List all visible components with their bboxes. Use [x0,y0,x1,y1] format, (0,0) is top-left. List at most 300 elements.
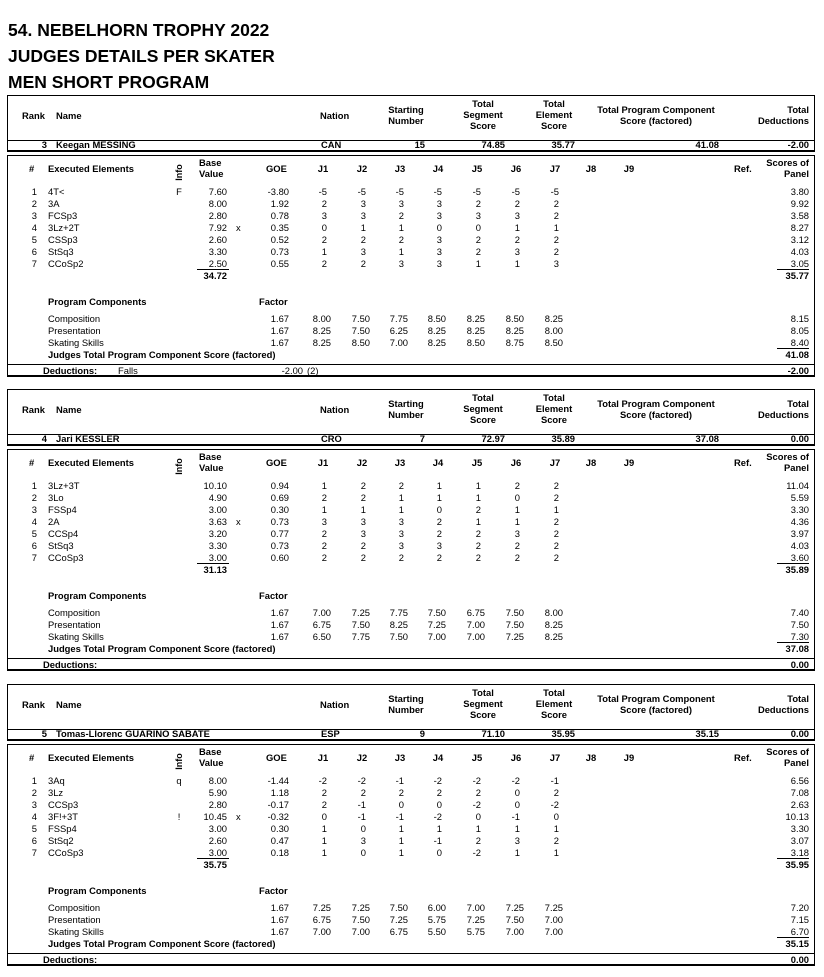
element-goe: 1.18 [270,787,289,798]
element-score: 8.27 [790,222,809,233]
element-judge-j7: -2 [550,799,559,810]
element-judge-j3: 0 [398,799,404,810]
element-judge-j3: -1 [395,775,404,786]
judge-header-j7: J7 [549,752,561,763]
element-row [7,528,815,540]
element-judge-j4: -1 [433,835,442,846]
element-number: 2 [31,492,37,503]
element-judge-j7: -5 [550,186,559,197]
goe-header: GOE [266,163,287,174]
scores-header: Panel [783,462,809,473]
element-row [7,823,815,835]
element-x-flag: x [236,516,241,527]
element-judge-j4: 1 [436,823,442,834]
judge-header-j8: J8 [585,163,597,174]
element-code: FCSp3 [48,210,78,221]
element-code: CSSp3 [48,234,78,245]
component-judge-j3: 8.25 [389,619,408,630]
element-judge-j7: 1 [553,504,559,515]
deductions-label: Deductions: [43,659,98,670]
element-judge-j6: 3 [514,835,520,846]
element-judge-j5: -2 [472,799,481,810]
skater-block [7,684,817,974]
rank-header: Rank [22,110,45,121]
element-judge-j7: 1 [553,222,559,233]
element-judge-j7: 2 [553,552,559,563]
element-score: 6.56 [790,775,809,786]
component-judge-j3: 6.75 [389,926,408,937]
element-judge-j1: 2 [321,552,327,563]
element-judge-j6: 2 [514,234,520,245]
base-value-header: Base [199,451,222,462]
element-row [7,222,815,234]
info-header: Info [173,753,184,770]
element-judge-j1: -2 [318,775,327,786]
component-judge-j4: 5.50 [427,926,446,937]
element-score: 3.97 [790,528,809,539]
element-judge-j5: -5 [472,186,481,197]
tss-header: Segment [463,403,503,414]
component-name: Composition [48,607,101,618]
element-judge-j1: 1 [321,847,327,858]
element-code: CCSp4 [48,528,79,539]
rank-header: Rank [22,404,45,415]
element-score-total: 35.77 [785,270,809,281]
element-judge-j3: 3 [398,516,404,527]
judge-header-j8: J8 [585,457,597,468]
title-competition: 54. NEBELHORN TROPHY 2022 [8,20,270,40]
element-judge-j3: 1 [398,492,404,503]
component-judge-j2: 7.50 [351,914,370,925]
component-judge-j1: 8.25 [312,325,331,336]
element-score: 11.04 [786,480,809,491]
component-judge-j6: 7.50 [505,914,524,925]
component-judge-j4: 5.75 [427,914,446,925]
component-score: 7.15 [790,914,809,925]
starting-header: Starting [388,693,424,704]
deduction-value: -2.00 [281,365,303,376]
element-row [7,246,815,258]
element-base-value: 7.60 [208,186,227,197]
element-judge-j3: 2 [398,234,404,245]
element-judge-j5: 2 [475,787,481,798]
element-judge-j1: 1 [321,835,327,846]
deduction-count: (2) [307,365,319,376]
element-score: 10.13 [785,811,809,822]
element-base-value: 2.80 [208,799,227,810]
element-judge-j4: 3 [436,198,442,209]
judge-header-j5: J5 [471,163,483,174]
element-judge-j6: 1 [514,504,520,515]
component-judge-j4: 7.50 [427,607,446,618]
skater-tes: 35.95 [551,728,575,739]
judges-total-value: 35.15 [785,938,809,949]
element-row [7,552,815,564]
component-judge-j5: 8.50 [466,337,485,348]
element-base-value: 10.45 [203,811,227,822]
skater-pcs: 41.08 [695,139,719,150]
tes-header: Element [535,698,573,709]
element-judge-j4: 2 [436,787,442,798]
element-base-value: 3.20 [208,528,227,539]
component-judge-j2: 7.00 [351,926,370,937]
element-judge-j4: -5 [433,186,442,197]
element-score: 7.08 [790,787,809,798]
element-judge-j2: 1 [360,504,366,515]
ref-header: Ref. [734,457,752,468]
element-goe: 1.92 [270,198,289,209]
component-name: Presentation [48,914,101,925]
element-judge-j7: 2 [553,540,559,551]
component-row [7,325,815,337]
element-code: 3F!+3T [48,811,78,822]
component-judge-j3: 7.75 [389,313,408,324]
element-judge-j1: 2 [321,234,327,245]
component-judge-j5: 7.25 [466,914,485,925]
tes-header: Score [540,709,568,720]
element-number: 4 [31,516,37,527]
component-judge-j6: 7.00 [505,926,524,937]
element-judge-j6: 2 [514,480,520,491]
component-judge-j4: 7.25 [427,619,446,630]
info-header: Info [173,164,184,181]
deductions-total: 0.00 [790,659,809,670]
element-judge-j7: 1 [553,847,559,858]
element-judge-j3: 3 [398,540,404,551]
component-factor: 1.67 [270,607,289,618]
element-row [7,492,815,504]
element-base-value: 3.00 [208,552,227,563]
tes-header: Score [540,414,568,425]
goe-header: GOE [266,752,287,763]
element-judge-j4: -2 [433,811,442,822]
title-report: JUDGES DETAILS PER SKATER [8,46,275,66]
component-score: 7.40 [790,607,809,618]
element-judge-j4: 3 [436,246,442,257]
element-judge-j2: 1 [360,222,366,233]
element-judge-j2: -1 [357,799,366,810]
tes-header: Score [540,120,568,131]
component-score: 7.30 [790,631,809,642]
element-number: 7 [31,258,37,269]
element-judge-j5: 1 [475,492,481,503]
element-row [7,775,815,787]
element-row [7,811,815,823]
component-score: 7.50 [790,619,809,630]
element-judge-j1: 2 [321,198,327,209]
element-judge-j5: 2 [475,504,481,515]
base-value-header: Base [199,157,222,168]
component-judge-j2: 7.25 [351,902,370,913]
judge-header-j9: J9 [623,163,635,174]
component-judge-j3: 6.25 [389,325,408,336]
element-judge-j4: 3 [436,540,442,551]
element-score-total: 35.89 [785,564,809,575]
element-code: StSq3 [48,246,74,257]
program-components-header: Program Components [48,885,147,896]
component-name: Presentation [48,325,101,336]
component-judge-j2: 7.50 [351,325,370,336]
element-score: 4.36 [790,516,809,527]
tss-header: Total [472,687,494,698]
tss-header: Score [469,120,497,131]
element-score: 3.07 [790,835,809,846]
element-number: 3 [31,210,37,221]
element-number: 5 [31,528,37,539]
component-row [7,337,815,349]
judge-header-j2: J2 [356,457,368,468]
tss-header: Score [469,709,497,720]
judge-header-j3: J3 [394,752,406,763]
element-judge-j4: 0 [436,799,442,810]
component-judge-j7: 8.25 [544,619,563,630]
scores-header: Scores of [766,746,809,757]
component-judge-j5: 8.25 [466,325,485,336]
judge-header-j5: J5 [471,457,483,468]
skater-pcs: 37.08 [695,433,719,444]
element-judge-j6: 3 [514,246,520,257]
element-code: 2A [48,516,60,527]
element-base-value: 3.30 [208,246,227,257]
component-name: Composition [48,902,101,913]
element-judge-j2: 3 [360,198,366,209]
component-judge-j4: 8.25 [427,337,446,348]
component-judge-j1: 7.25 [312,902,331,913]
element-judge-j2: -1 [357,811,366,822]
element-base-value: 4.90 [208,492,227,503]
element-goe: 0.73 [270,516,289,527]
element-code: 3Lz+2T [48,222,80,233]
component-judge-j1: 7.00 [312,926,331,937]
skater-name: Keegan MESSING [56,139,136,150]
element-number: 4 [31,811,37,822]
scores-header: Scores of [766,157,809,168]
element-number: 6 [31,540,37,551]
element-judge-j5: -2 [472,847,481,858]
component-judge-j6: 7.50 [505,607,524,618]
element-judge-j5: 2 [475,552,481,563]
tss-header: Total [472,392,494,403]
element-judge-j5: 3 [475,210,481,221]
component-row [7,313,815,325]
component-judge-j5: 6.75 [466,607,485,618]
element-goe: 0.30 [270,823,289,834]
component-row [7,631,815,643]
element-info: F [176,186,182,197]
elements-header: Executed Elements [48,752,134,763]
element-score: 4.03 [790,246,809,257]
element-judge-j2: 3 [360,516,366,527]
judge-header-j6: J6 [510,163,522,174]
element-judge-j7: 0 [553,811,559,822]
component-row [7,607,815,619]
component-name: Presentation [48,619,101,630]
component-score: 8.40 [790,337,809,348]
element-judge-j1: 2 [321,799,327,810]
element-code: CCoSp3 [48,552,84,563]
element-row [7,540,815,552]
element-judge-j6: 1 [514,847,520,858]
element-judge-j2: 3 [360,528,366,539]
element-judge-j6: 0 [514,492,520,503]
element-goe: 0.30 [270,504,289,515]
starting-header: Starting [388,398,424,409]
deduction-type: Falls [118,365,138,376]
component-name: Composition [48,313,101,324]
judge-header-j9: J9 [623,457,635,468]
judges-total-label: Judges Total Program Component Score (factored) [48,349,276,360]
element-judge-j5: 2 [475,234,481,245]
element-number: 7 [31,847,37,858]
element-score: 9.92 [790,198,809,209]
element-base-value: 3.00 [208,504,227,515]
element-number: 2 [31,787,37,798]
element-code: FSSp4 [48,823,77,834]
factor-header: Factor [259,590,288,601]
component-judge-j3: 7.50 [389,631,408,642]
judges-total-value: 41.08 [785,349,809,360]
nation-header: Nation [320,110,350,121]
component-row [7,914,815,926]
element-number: 5 [31,234,37,245]
nation-header: Nation [320,699,350,710]
element-judge-j2: 2 [360,552,366,563]
component-row [7,619,815,631]
element-judge-j3: 1 [398,222,404,233]
skater-rank: 5 [41,728,47,739]
factor-header: Factor [259,885,288,896]
element-goe: -0.32 [267,811,289,822]
tss-header: Total [472,98,494,109]
base-value-header: Value [199,462,224,473]
element-judge-j1: 2 [321,492,327,503]
element-judge-j2: 0 [360,847,366,858]
element-judge-j7: 2 [553,787,559,798]
judge-header-j1: J1 [317,163,329,174]
element-judge-j7: 2 [553,492,559,503]
element-row [7,210,815,222]
component-judge-j1: 8.25 [312,337,331,348]
element-judge-j7: 2 [553,516,559,527]
num-header: # [29,752,35,763]
element-code: 3Lz+3T [48,480,80,491]
element-number: 6 [31,246,37,257]
skater-nation: CRO [321,433,342,444]
element-judge-j4: 0 [436,847,442,858]
component-judge-j1: 6.50 [312,631,331,642]
element-judge-j2: 2 [360,234,366,245]
component-factor: 1.67 [270,914,289,925]
component-judge-j7: 8.00 [544,607,563,618]
element-goe: 0.35 [270,222,289,233]
element-judge-j3: 1 [398,847,404,858]
element-score: 3.30 [790,823,809,834]
tes-header: Total [543,392,565,403]
element-judge-j5: 1 [475,258,481,269]
program-components-header: Program Components [48,296,147,307]
deductions-header: Deductions [757,409,809,420]
element-row [7,504,815,516]
header-divider [7,151,815,152]
element-judge-j2: -2 [357,775,366,786]
element-judge-j2: 2 [360,492,366,503]
component-judge-j2: 8.50 [351,337,370,348]
tes-header: Element [535,109,573,120]
element-base-value: 8.00 [208,775,227,786]
component-judge-j7: 7.25 [544,902,563,913]
element-judge-j6: 3 [514,210,520,221]
element-judge-j2: 2 [360,540,366,551]
element-judge-j4: -2 [433,775,442,786]
element-judge-j5: 1 [475,823,481,834]
component-factor: 1.67 [270,631,289,642]
element-judge-j2: 2 [360,787,366,798]
element-judge-j6: 0 [514,787,520,798]
element-score: 3.80 [790,186,809,197]
nation-header: Nation [320,404,350,415]
info-header: Info [173,458,184,475]
component-score: 8.05 [790,325,809,336]
element-number: 1 [31,775,37,786]
component-judge-j6: 7.50 [505,619,524,630]
judge-header-j3: J3 [394,457,406,468]
component-factor: 1.67 [270,926,289,937]
component-judge-j5: 8.25 [466,313,485,324]
deductions-header: Total [787,104,809,115]
component-judge-j7: 8.50 [544,337,563,348]
element-base-value: 2.60 [208,835,227,846]
component-judge-j7: 7.00 [544,914,563,925]
element-code: 4T< [48,186,65,197]
component-judge-j2: 7.50 [351,619,370,630]
element-judge-j5: 2 [475,528,481,539]
element-code: 3Lz [48,787,64,798]
skater-deductions-total: -2.00 [787,139,809,150]
element-code: StSq2 [48,835,74,846]
num-header: # [29,457,35,468]
judge-header-j7: J7 [549,163,561,174]
judge-header-j6: J6 [510,752,522,763]
element-judge-j2: 2 [360,480,366,491]
scores-header: Panel [783,757,809,768]
element-score: 3.30 [790,504,809,515]
element-x-flag: x [236,811,241,822]
element-score: 3.05 [790,258,809,269]
element-judge-j7: -1 [550,775,559,786]
element-judge-j3: 2 [398,787,404,798]
judges-total-label: Judges Total Program Component Score (factored) [48,643,276,654]
element-code: 3Lo [48,492,64,503]
pcs-header: Score (factored) [620,115,692,126]
skater-tss: 74.85 [481,139,505,150]
element-judge-j4: 0 [436,504,442,515]
element-goe: 0.73 [270,540,289,551]
deductions-box [7,658,815,671]
element-base-value: 8.00 [208,198,227,209]
element-judge-j1: 3 [321,210,327,221]
tss-header: Segment [463,698,503,709]
deductions-total: 0.00 [790,954,809,965]
element-judge-j1: -5 [318,186,327,197]
element-judge-j5: 2 [475,198,481,209]
tes-header: Total [543,687,565,698]
component-judge-j5: 7.00 [466,619,485,630]
component-factor: 1.67 [270,337,289,348]
element-base-value: 10.10 [203,480,227,491]
element-row [7,186,815,198]
element-judge-j7: 2 [553,210,559,221]
element-judge-j7: 2 [553,234,559,245]
